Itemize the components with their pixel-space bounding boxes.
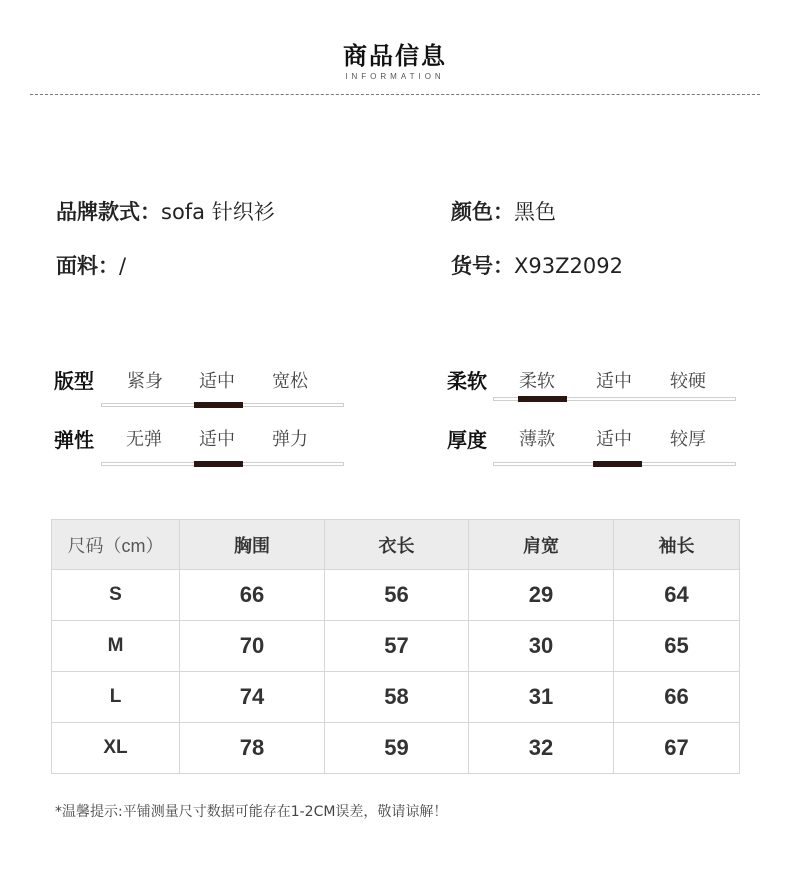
attr-elasticity-option-2: 适中 bbox=[199, 429, 235, 450]
chest-cell: 78 bbox=[180, 723, 325, 774]
table-row bbox=[52, 723, 740, 774]
attr-thickness-option-1: 薄款 bbox=[519, 429, 555, 450]
color-value: 黑色 bbox=[514, 200, 556, 224]
brand-style-label: 品牌款式： bbox=[56, 200, 161, 224]
sleeve-cell: 64 bbox=[614, 570, 740, 621]
size-cell: M bbox=[52, 621, 180, 672]
sleeve-cell: 66 bbox=[614, 672, 740, 723]
attr-thickness-title: 厚度 bbox=[447, 428, 487, 452]
attr-softness-title: 柔软 bbox=[447, 369, 487, 393]
header-sleeve: 袖长 bbox=[614, 520, 740, 570]
attr-thickness-scale-indicator bbox=[593, 461, 642, 467]
attr-softness-scale-indicator bbox=[518, 396, 567, 402]
attr-elasticity-title: 弹性 bbox=[54, 428, 94, 452]
attr-fit-option-1: 紧身 bbox=[127, 371, 163, 392]
shoulder-cell: 31 bbox=[469, 672, 614, 723]
size-cell: L bbox=[52, 672, 180, 723]
shoulder-cell: 32 bbox=[469, 723, 614, 774]
attr-softness-option-2: 适中 bbox=[596, 371, 632, 392]
sleeve-cell: 65 bbox=[614, 621, 740, 672]
item-number-value: X93Z2092 bbox=[514, 254, 623, 278]
color-label: 颜色： bbox=[451, 200, 514, 224]
chest-cell: 74 bbox=[180, 672, 325, 723]
brand-style-value: sofa 针织衫 bbox=[161, 200, 275, 224]
attr-elasticity-option-1: 无弹 bbox=[126, 429, 162, 450]
attr-elasticity-scale-indicator bbox=[194, 461, 243, 467]
chest-cell: 66 bbox=[180, 570, 325, 621]
shoulder-cell: 29 bbox=[469, 570, 614, 621]
attr-thickness-option-3: 较厚 bbox=[670, 429, 706, 450]
header-shoulder: 肩宽 bbox=[469, 520, 614, 570]
page-title: 商品信息 bbox=[343, 42, 447, 70]
length-cell: 58 bbox=[325, 672, 469, 723]
attr-fit-option-3: 宽松 bbox=[272, 371, 308, 392]
brand-style-row bbox=[56, 196, 275, 226]
material-value: / bbox=[119, 254, 127, 278]
attr-thickness-option-2: 适中 bbox=[596, 429, 632, 450]
item-number-label: 货号： bbox=[451, 254, 514, 278]
size-cell: S bbox=[52, 570, 180, 621]
color-row bbox=[451, 196, 556, 226]
attr-fit-title: 版型 bbox=[54, 369, 94, 393]
page-subtitle: INFORMATION bbox=[345, 72, 445, 81]
length-cell: 57 bbox=[325, 621, 469, 672]
table-row bbox=[52, 570, 740, 621]
attr-elasticity-option-3: 弹力 bbox=[272, 429, 308, 450]
header-chest: 胸围 bbox=[180, 520, 325, 570]
chest-cell: 70 bbox=[180, 621, 325, 672]
table-row bbox=[52, 621, 740, 672]
size-table-header-row bbox=[52, 520, 740, 570]
length-cell: 56 bbox=[325, 570, 469, 621]
table-row bbox=[52, 672, 740, 723]
shoulder-cell: 30 bbox=[469, 621, 614, 672]
header-size: 尺码（cm） bbox=[52, 520, 180, 570]
size-cell: XL bbox=[52, 723, 180, 774]
material-label: 面料： bbox=[56, 254, 119, 278]
attr-softness-option-1: 柔软 bbox=[519, 371, 555, 392]
attr-fit-option-2: 适中 bbox=[199, 371, 235, 392]
dashed-divider bbox=[30, 94, 760, 95]
size-table bbox=[51, 519, 740, 774]
length-cell: 59 bbox=[325, 723, 469, 774]
material-row bbox=[56, 250, 126, 280]
header-length: 衣长 bbox=[325, 520, 469, 570]
attr-fit-scale-indicator bbox=[194, 402, 243, 408]
sleeve-cell: 67 bbox=[614, 723, 740, 774]
measurement-note: *温馨提示:平铺测量尺寸数据可能存在1-2CM误差，敬请谅解！ bbox=[55, 804, 448, 820]
item-number-row bbox=[451, 250, 623, 280]
attr-softness-option-3: 较硬 bbox=[670, 371, 706, 392]
